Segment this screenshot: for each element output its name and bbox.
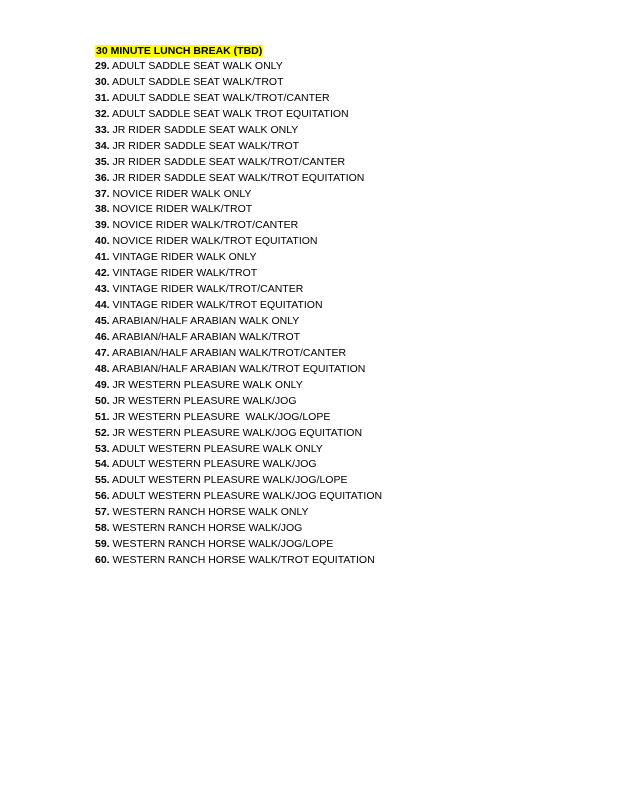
class-number: 34. xyxy=(95,139,110,152)
class-name: ADULT WESTERN PLEASURE WALK/JOG xyxy=(111,458,317,471)
class-number: 54. xyxy=(95,458,110,471)
class-name: ARABIAN/HALF ARABIAN WALK/TROT/CANTER xyxy=(111,346,347,359)
class-list-item xyxy=(95,330,382,346)
class-list-item xyxy=(95,91,382,107)
class-name: ARABIAN/HALF ARABIAN WALK/TROT EQUITATION xyxy=(111,362,366,375)
class-list-item xyxy=(95,139,382,155)
class-list-item xyxy=(95,266,382,282)
class-name: ADULT WESTERN PLEASURE WALK/JOG/LOPE xyxy=(111,474,348,487)
class-name: VINTAGE RIDER WALK/TROT EQUITATION xyxy=(112,299,323,312)
class-number: 29. xyxy=(95,60,110,72)
class-list-item xyxy=(95,521,382,537)
class-name: ADULT WESTERN PLEASURE WALK/JOG EQUITATION xyxy=(111,490,383,503)
class-list-item xyxy=(95,75,382,91)
class-number: 31. xyxy=(95,91,110,104)
class-list-item xyxy=(95,537,382,553)
class-number: 38. xyxy=(95,203,110,216)
class-number: 40. xyxy=(95,235,110,248)
class-number: 58. xyxy=(95,522,110,535)
class-number: 42. xyxy=(95,267,110,280)
class-name: JR WESTERN PLEASURE WALK ONLY xyxy=(112,378,303,391)
class-list-item xyxy=(95,410,382,426)
class-name: ADULT SADDLE SEAT WALK ONLY xyxy=(111,60,283,72)
class-number: 59. xyxy=(95,538,110,551)
class-name: ARABIAN/HALF ARABIAN WALK ONLY xyxy=(111,315,300,327)
class-number: 39. xyxy=(95,219,110,232)
class-list-item xyxy=(95,426,382,442)
class-name: VINTAGE RIDER WALK ONLY xyxy=(112,251,257,264)
class-name: NOVICE RIDER WALK ONLY xyxy=(112,187,252,200)
class-name: ADULT SADDLE SEAT WALK/TROT/CANTER xyxy=(111,91,330,104)
class-number: 53. xyxy=(95,442,110,455)
class-number: 56. xyxy=(95,490,110,503)
class-number: 30. xyxy=(95,75,110,88)
class-name: JR RIDER SADDLE SEAT WALK/TROT EQUITATION xyxy=(112,171,365,184)
class-list-item xyxy=(95,282,382,298)
class-name: NOVICE RIDER WALK/TROT EQUITATION xyxy=(112,235,318,248)
class-name: ADULT SADDLE SEAT WALK/TROT xyxy=(111,75,284,88)
class-name: JR RIDER SADDLE SEAT WALK ONLY xyxy=(112,123,299,136)
class-number: 37. xyxy=(95,187,110,200)
class-number: 36. xyxy=(95,171,110,184)
class-list-item xyxy=(95,218,382,234)
class-name: WESTERN RANCH HORSE WALK ONLY xyxy=(112,506,309,519)
class-list-item xyxy=(95,473,382,489)
class-number: 47. xyxy=(95,346,110,359)
class-name: WESTERN RANCH HORSE WALK/JOG xyxy=(112,522,303,535)
class-list-item xyxy=(95,250,382,266)
class-number: 48. xyxy=(95,362,110,375)
class-number: 32. xyxy=(95,107,110,120)
class-number: 57. xyxy=(95,506,110,519)
class-name: ADULT SADDLE SEAT WALK TROT EQUITATION xyxy=(111,107,349,120)
class-number: 33. xyxy=(95,123,110,136)
class-name: JR RIDER SADDLE SEAT WALK/TROT/CANTER xyxy=(112,155,346,168)
class-number: 46. xyxy=(95,330,110,343)
lunch-break-heading-row xyxy=(95,43,382,59)
class-number: 55. xyxy=(95,474,110,487)
class-name: ADULT WESTERN PLEASURE WALK ONLY xyxy=(111,442,323,455)
class-name: JR RIDER SADDLE SEAT WALK/TROT xyxy=(112,139,300,152)
class-list-item xyxy=(95,298,382,314)
class-list-item xyxy=(95,378,382,394)
class-list-item xyxy=(95,346,382,362)
class-list-item xyxy=(95,187,382,203)
class-list-item xyxy=(95,505,382,521)
class-name: WESTERN RANCH HORSE WALK/JOG/LOPE xyxy=(112,538,334,551)
lunch-break-heading: 30 MINUTE LUNCH BREAK (TBD) xyxy=(96,45,263,57)
class-name: VINTAGE RIDER WALK/TROT xyxy=(112,267,258,280)
class-list-item xyxy=(95,362,382,378)
class-number: 60. xyxy=(95,554,110,567)
class-name: NOVICE RIDER WALK/TROT/CANTER xyxy=(112,219,299,232)
class-name: VINTAGE RIDER WALK/TROT/CANTER xyxy=(112,283,304,296)
class-list-item xyxy=(95,394,382,410)
class-list-item xyxy=(95,202,382,218)
class-number: 51. xyxy=(95,410,110,423)
class-list-item xyxy=(95,489,382,505)
class-number: 44. xyxy=(95,299,110,312)
class-number: 52. xyxy=(95,426,110,439)
class-number: 35. xyxy=(95,155,110,168)
class-list-item xyxy=(95,123,382,139)
class-number: 50. xyxy=(95,394,110,407)
class-list-item xyxy=(95,314,382,330)
class-list-item xyxy=(95,442,382,458)
class-list-item xyxy=(95,59,382,75)
class-name: WESTERN RANCH HORSE WALK/TROT EQUITATION xyxy=(112,554,375,567)
class-number: 41. xyxy=(95,251,110,264)
class-name: NOVICE RIDER WALK/TROT xyxy=(112,203,253,216)
class-name: JR WESTERN PLEASURE WALK/JOG EQUITATION xyxy=(112,426,363,439)
class-list-item xyxy=(95,171,382,187)
class-name: JR WESTERN PLEASURE WALK/JOG xyxy=(112,394,297,407)
class-list-item xyxy=(95,234,382,250)
class-list-item xyxy=(95,155,382,171)
class-list-item xyxy=(95,457,382,473)
class-number: 49. xyxy=(95,378,110,391)
class-list-item xyxy=(95,107,382,123)
class-list-item xyxy=(95,553,382,569)
class-name: ARABIAN/HALF ARABIAN WALK/TROT xyxy=(111,330,301,343)
class-number: 45. xyxy=(95,315,110,327)
class-schedule-list xyxy=(95,43,382,569)
class-number: 43. xyxy=(95,283,110,296)
class-name: JR WESTERN PLEASURE WALK/JOG/LOPE xyxy=(112,410,331,423)
